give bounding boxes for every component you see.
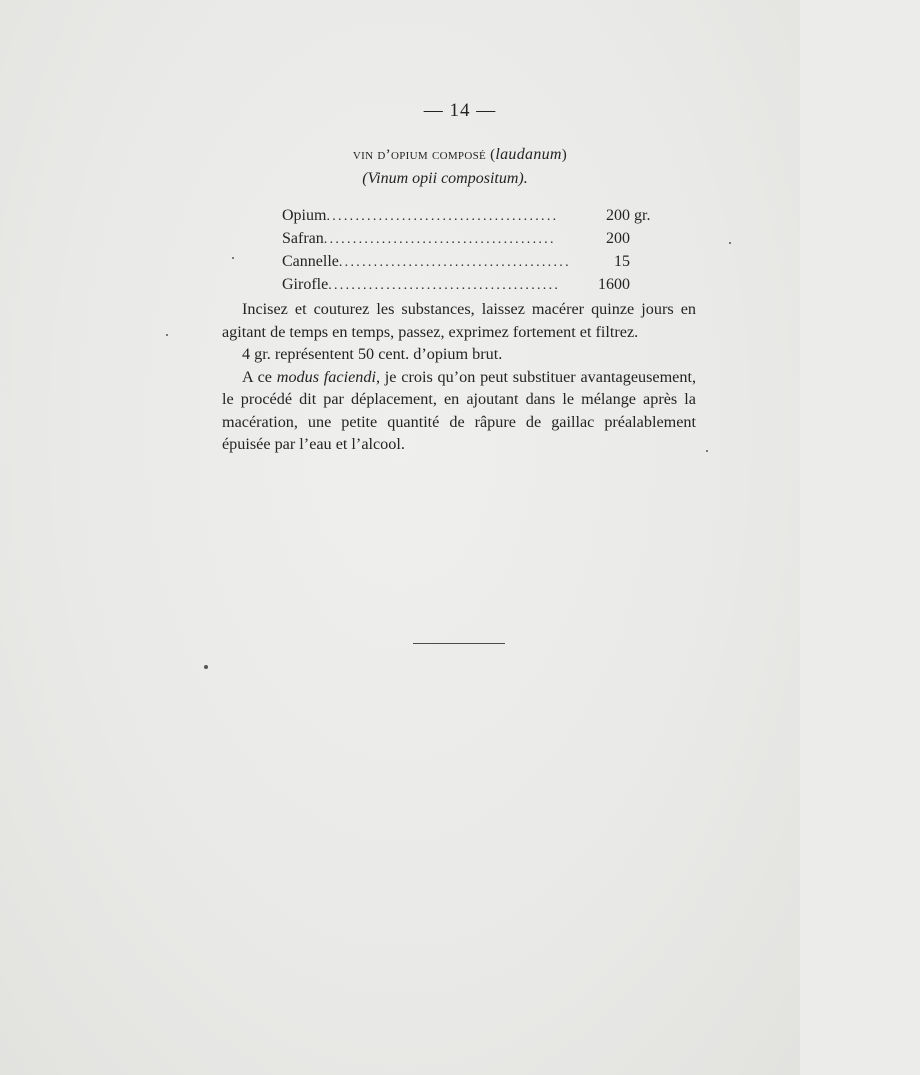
ingredient-row xyxy=(282,230,662,253)
paper-speck xyxy=(204,665,208,669)
leader-dots: ........................................ xyxy=(328,278,561,293)
paragraph-method-italic: modus faciendi xyxy=(276,367,376,386)
paragraph-method-prefix: A ce xyxy=(242,367,277,386)
recipe-title-italic: laudanum xyxy=(495,146,562,163)
leader-dots: ........................................ xyxy=(323,232,556,247)
ingredient-unit: gr. xyxy=(634,207,651,224)
title-paren-open: ( xyxy=(490,147,496,163)
subtitle-paren-open: ( xyxy=(362,170,368,187)
paper-speck xyxy=(706,450,708,452)
ingredient-name: Opium xyxy=(282,207,327,224)
recipe-subtitle xyxy=(0,170,890,188)
paper-speck xyxy=(166,334,168,336)
ingredient-list xyxy=(282,207,662,299)
leader-dots: ........................................ xyxy=(338,255,571,270)
page-number: — 14 — xyxy=(423,100,497,121)
ingredient-quantity: 200 xyxy=(606,207,630,224)
ingredient-name: Safran xyxy=(282,230,324,247)
ingredient-name: Cannelle xyxy=(282,253,339,270)
instructions-text xyxy=(222,298,696,456)
subtitle-paren-close: ). xyxy=(518,170,528,187)
ingredient-quantity: 15 xyxy=(614,253,630,270)
paragraph-method xyxy=(222,366,696,456)
paragraph-method-suffix: , je crois qu’on peut substituer avantageusement, le procédé dit par déplacement, en ajoutant dans le mélange après la macération, une petite quantité de râpure de gaillac préalablement épuisée par l’eau et l’alcool. xyxy=(222,367,696,453)
paragraph-dosage: 4 gr. représentent 50 cent. d’opium brut. xyxy=(242,345,503,363)
ingredient-row xyxy=(282,253,662,276)
ingredient-name: Girofle xyxy=(282,276,329,293)
paragraph-preparation: Incisez et couturez les substances, laissez macérer quinze jours en agitant de temps en temps, passez, exprimez fortement et filtrez. xyxy=(222,300,696,341)
recipe-title xyxy=(0,146,920,164)
recipe-subtitle-text: Vinum opii compositum xyxy=(367,170,519,187)
paper-speck xyxy=(729,242,731,244)
leader-dots: ........................................ xyxy=(326,209,559,224)
recipe-title-smallcaps: vin d’opium composé xyxy=(352,147,487,163)
end-rule xyxy=(413,643,505,644)
ingredient-quantity: 200 xyxy=(606,230,630,247)
title-paren-close: ) xyxy=(561,147,568,163)
ingredient-quantity: 1600 xyxy=(598,276,630,293)
paper-speck xyxy=(232,257,234,259)
ingredient-row xyxy=(282,276,662,299)
ingredient-row xyxy=(282,207,662,230)
